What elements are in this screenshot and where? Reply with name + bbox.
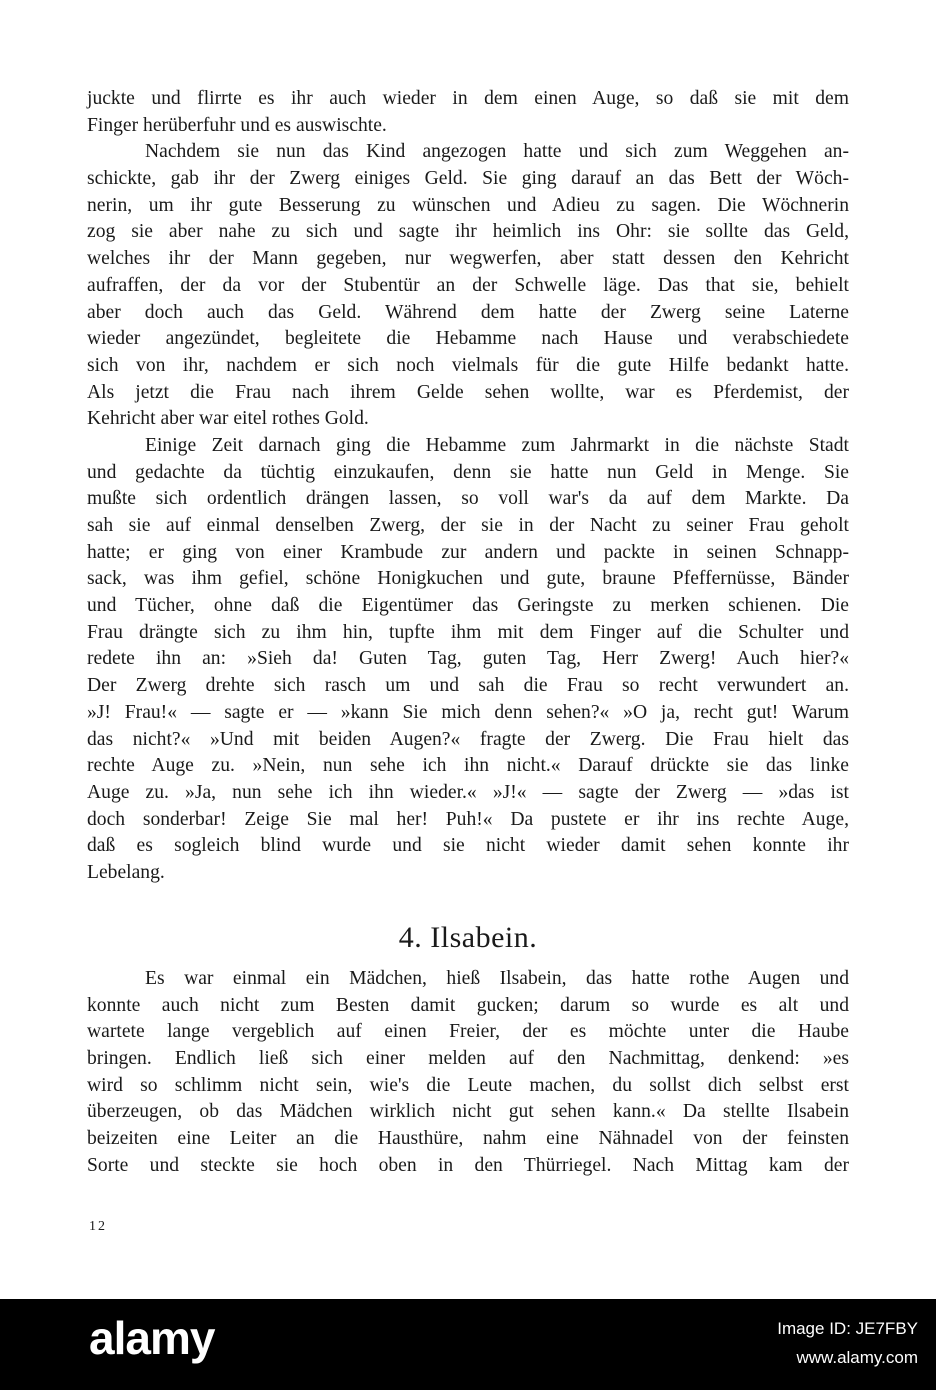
text-line: doch sonderbar! Zeige Sie mal her! Puh!« Da pustete er ihr ins rechte Auge, xyxy=(87,808,849,830)
text-line: Als jetzt die Frau nach ihrem Gelde sehen wollte, war es Pferdemist, der xyxy=(87,381,849,403)
text-line: überzeugen, ob das Mädchen wirklich nicht gut sehen kann.« Da stellte Ilsabein xyxy=(87,1101,849,1123)
text-line: zog sie aber nahe zu sich und sagte ihr heimlich ins Ohr: sie sollte das Geld, xyxy=(87,221,849,243)
text-line: Nachdem sie nun das Kind angezogen hatte und sich zum Weggehen an- xyxy=(145,141,849,163)
text-line: juckte und flirrte es ihr auch wieder in dem einen Auge, so daß sie mit dem xyxy=(87,88,849,109)
text-line: wartete lange vergeblich auf einen Freier, der es möchte unter die Haube xyxy=(87,1021,849,1043)
site-url-label: www.alamy.com xyxy=(796,1348,918,1367)
text-line: und gedachte da tüchtig einzukaufen, denn sie hatte nun Geld in Menge. Sie xyxy=(87,461,849,483)
text-line: konnte auch nicht zum Besten damit gucken; darum so wurde es alt und xyxy=(87,994,849,1016)
story-continuation-text xyxy=(87,86,849,887)
text-line: mußte sich ordentlich drängen lassen, so voll war's da auf dem Markte. Da xyxy=(87,488,849,510)
text-line: bringen. Endlich ließ sich einer melden auf den Nachmittag, denkend: »es xyxy=(87,1048,849,1070)
page-number: 12 xyxy=(89,1219,107,1234)
text-line: daß es sogleich blind wurde und sie nicht wieder damit sehen konnte ihr xyxy=(87,835,849,857)
text-line: Der Zwerg drehte sich rasch um und sah die Frau so recht verwundert an. xyxy=(87,675,849,697)
text-line: rechte Auge zu. »Nein, nun sehe ich ihn nicht.« Darauf drückte sie das linke xyxy=(87,755,849,777)
text-line: redete ihn an: »Sieh da! Guten Tag, guten Tag, Herr Zwerg! Auch hier?« xyxy=(87,648,849,670)
text-line: beizeiten eine Leiter an die Hausthüre, nahm eine Nähnadel von der feinsten xyxy=(87,1128,849,1150)
text-line: wird so schlimm nicht sein, wie's die Leute machen, du sollst dich selbst erst xyxy=(87,1074,849,1096)
text-line: »J! Frau!« — sagte er — »kann Sie mich denn sehen?« »O ja, recht gut! Warum xyxy=(87,701,849,723)
text-line: Kehricht aber war eitel rothes Gold. xyxy=(87,408,369,430)
text-line: Einige Zeit darnach ging die Hebamme zum Jahrmarkt in die nächste Stadt xyxy=(145,434,849,456)
text-line: nerin, um ihr gute Besserung zu wünschen und Adieu zu sagen. Die Wöchnerin xyxy=(87,194,849,216)
text-line: sack, was ihm gefiel, schöne Honigkuchen und gute, braune Pfeffernüsse, Bänder xyxy=(87,568,849,590)
text-line: aufraffen, der da vor der Stubentür an der Schwelle läge. Das that sie, behielt xyxy=(87,274,849,296)
text-line: das nicht?« »Und mit beiden Augen?« fragte der Zwerg. Die Frau hielt das xyxy=(87,728,849,750)
text-line: welches ihr der Mann gegeben, nur wegwerfen, aber statt dessen den Kehricht xyxy=(87,248,849,270)
alamy-logo: alamy xyxy=(89,1312,215,1364)
text-line: Auge zu. »Ja, nun sehe ich ihn wieder.« »J!« — sagte der Zwerg — »das ist xyxy=(87,781,849,803)
text-line: wieder angezündet, begleitete die Hebamme nach Hause und verabschiedete xyxy=(87,328,849,350)
text-line: Es war einmal ein Mädchen, hieß Ilsabein, das hatte rothe Augen und xyxy=(145,968,849,989)
text-line: schickte, gab ihr der Zwerg einiges Geld. Sie ging darauf an das Bett der Wöch- xyxy=(87,168,849,190)
chapter-heading: 4. Ilsabein. xyxy=(398,921,538,954)
text-line: Sorte und steckte sie hoch oben in den Thürriegel. Nach Mittag kam der xyxy=(87,1154,849,1176)
text-line: hatte; er ging von einer Krambude zur andern und packte in seinen Schnapp- xyxy=(87,541,849,563)
story-ilsabein-text xyxy=(87,966,849,1180)
text-line: aber doch auch das Geld. Während dem hatte der Zwerg seine Laterne xyxy=(87,301,849,323)
text-line: Lebelang. xyxy=(87,861,165,883)
text-line: Finger herüberfuhr und es auswischte. xyxy=(87,114,387,136)
image-id-label: Image ID: JE7FBY xyxy=(777,1319,918,1338)
text-line: Frau drängte sich zu ihm hin, tupfte ihm mit dem Finger auf die Schulter und xyxy=(87,621,849,643)
text-line: sich von ihr, nachdem er sich noch vielmals für die gute Hilfe bedankt hatte. xyxy=(87,354,849,376)
text-line: und Tücher, ohne daß die Eigentümer das Geringste zu merken schienen. Die xyxy=(87,595,849,617)
text-line: sah sie auf einmal denselben Zwerg, der sie in der Nacht zu seiner Frau geholt xyxy=(87,515,849,536)
